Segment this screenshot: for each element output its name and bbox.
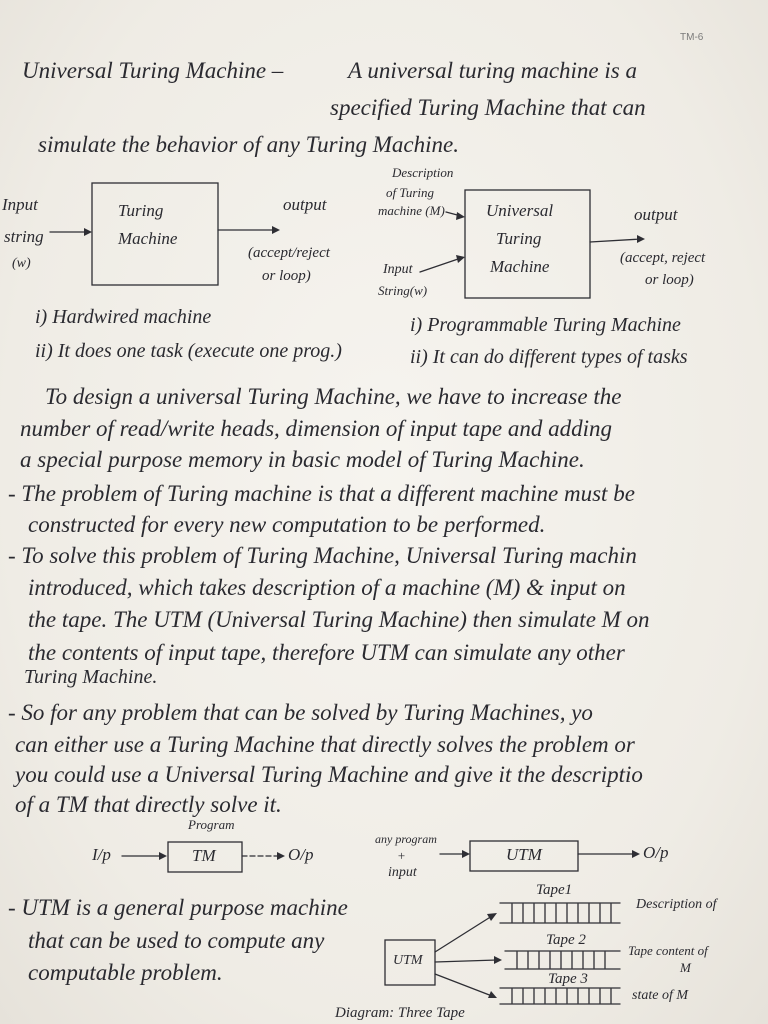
utm-description-label: Description [392, 165, 454, 180]
tm-point: i) Hardwired machine [35, 306, 212, 328]
utm-string-label: String(w) [378, 283, 428, 298]
tape3-arrow [435, 974, 492, 996]
tape1-arrowhead [487, 913, 497, 921]
tm-op-label: O/p [288, 845, 314, 864]
tm-ip-label: I/p [92, 845, 111, 864]
tape-3 [500, 988, 620, 1004]
tape-1 [500, 903, 620, 923]
solution-paragraph-line: introduced, which takes description of a machine (M) & input on [28, 575, 626, 600]
solution-paragraph-line: the tape. The UTM (Universal Turing Machine) then simulate M on [28, 607, 650, 632]
tape1-arrow [435, 916, 492, 952]
usage-paragraph-line: you could use a Universal Turing Machine and give it the descriptio [15, 762, 643, 787]
utm-string-label: Input [383, 262, 413, 277]
tm-output-arrowhead [272, 226, 280, 234]
tm-program-box-label: TM [192, 846, 216, 865]
diagram-caption: Diagram: Three Tape [335, 1005, 465, 1021]
usage-paragraph-line: can either use a Turing Machine that directly solves the problem or [15, 732, 635, 757]
tm-ip-arrowhead [159, 852, 167, 860]
tape2-arrow [435, 960, 497, 962]
tm-output-label: (accept/reject [248, 245, 330, 261]
usage-paragraph-line: of a TM that directly solve it. [15, 792, 282, 817]
utm-box-label: Universal [486, 201, 554, 220]
utm-description-label: of Turing [386, 185, 435, 200]
tape-content-label: state of M [632, 988, 688, 1003]
definition-line: simulate the behavior of any Turing Machine. [38, 132, 459, 157]
tm-input-label: Input [2, 195, 38, 214]
utm-point: ii) It can do different types of tasks [410, 346, 688, 368]
tm-input-arrowhead [84, 228, 92, 236]
utm-output-label: (accept, reject [620, 250, 706, 266]
tm-output-label: or loop) [262, 268, 311, 284]
tape-label: Tape1 [536, 882, 573, 898]
utm-op-label: O/p [643, 843, 669, 862]
design-paragraph-line: a special purpose memory in basic model of Turing Machine. [20, 447, 585, 472]
tape3-arrowhead [488, 991, 497, 998]
tape-content-label: Tape content of [628, 943, 708, 958]
tape-content-label: Description of [636, 897, 717, 912]
tape-label: Tape 3 [548, 971, 588, 987]
general-purpose-line: that can be used to compute any [28, 928, 325, 953]
definition-line: A universal turing machine is a [348, 58, 637, 83]
utm-output-label: output [634, 205, 678, 224]
utm-any-program-label: any program [375, 832, 437, 846]
usage-paragraph-line: - So for any problem that can be solved by Turing Machines, yo [8, 700, 593, 725]
program-label: Program [188, 817, 235, 832]
utm-output-arrow [590, 239, 641, 242]
general-purpose-line: - UTM is a general purpose machine [8, 895, 348, 920]
solution-paragraph-line: - To solve this problem of Turing Machine, Universal Turing machin [8, 543, 637, 568]
design-paragraph-line: number of read/write heads, dimension of input tape and adding [20, 416, 613, 441]
tm-input-label: string [4, 227, 44, 246]
tm-box-label: Machine [118, 229, 178, 248]
problem-paragraph-line: constructed for every new computation to be performed. [28, 512, 546, 537]
design-paragraph-line: To design a universal Turing Machine, we have to increase the [45, 384, 622, 409]
utm-box-label: Turing [496, 229, 542, 248]
tm-input-label: (w) [12, 256, 31, 271]
utm-description-arrowhead [456, 212, 465, 220]
utm-string-arrowhead [456, 255, 465, 263]
three-tape-utm-label: UTM [393, 953, 423, 968]
tape-label: Tape 2 [546, 932, 586, 948]
page-number: TM-6 [680, 32, 704, 43]
utm-ip-arrowhead [462, 850, 470, 858]
utm-output-label: or loop) [645, 272, 694, 288]
tm-output-label: output [283, 195, 327, 214]
solution-paragraph-line: Turing Machine. [24, 666, 158, 688]
utm-description-label: machine (M) [378, 203, 445, 218]
utm-point: i) Programmable Turing Machine [410, 314, 681, 336]
utm-description-arrow [446, 212, 461, 216]
general-purpose-line: computable problem. [28, 960, 223, 985]
definition-line: specified Turing Machine that can [330, 95, 646, 120]
utm-output-arrowhead [637, 235, 645, 243]
utm-program-box-label: UTM [506, 845, 542, 864]
solution-paragraph-line: the contents of input tape, therefore UTM can simulate any other [28, 640, 625, 665]
tape2-arrowhead [494, 956, 502, 964]
tm-op-arrowhead [277, 852, 285, 860]
heading-term: Universal Turing Machine – [22, 58, 284, 83]
utm-op-arrowhead [632, 850, 640, 858]
tm-box-label: Turing [118, 201, 164, 220]
problem-paragraph-line: - The problem of Turing machine is that a different machine must be [8, 481, 635, 506]
utm-string-arrow [420, 258, 461, 272]
tm-point: ii) It does one task (execute one prog.) [35, 340, 342, 362]
utm-box-label: Machine [490, 257, 550, 276]
tape-content-label: M [680, 960, 691, 975]
tape-2 [505, 951, 620, 969]
utm-plus-label: + [397, 848, 406, 863]
utm-input-label: input [388, 865, 417, 880]
